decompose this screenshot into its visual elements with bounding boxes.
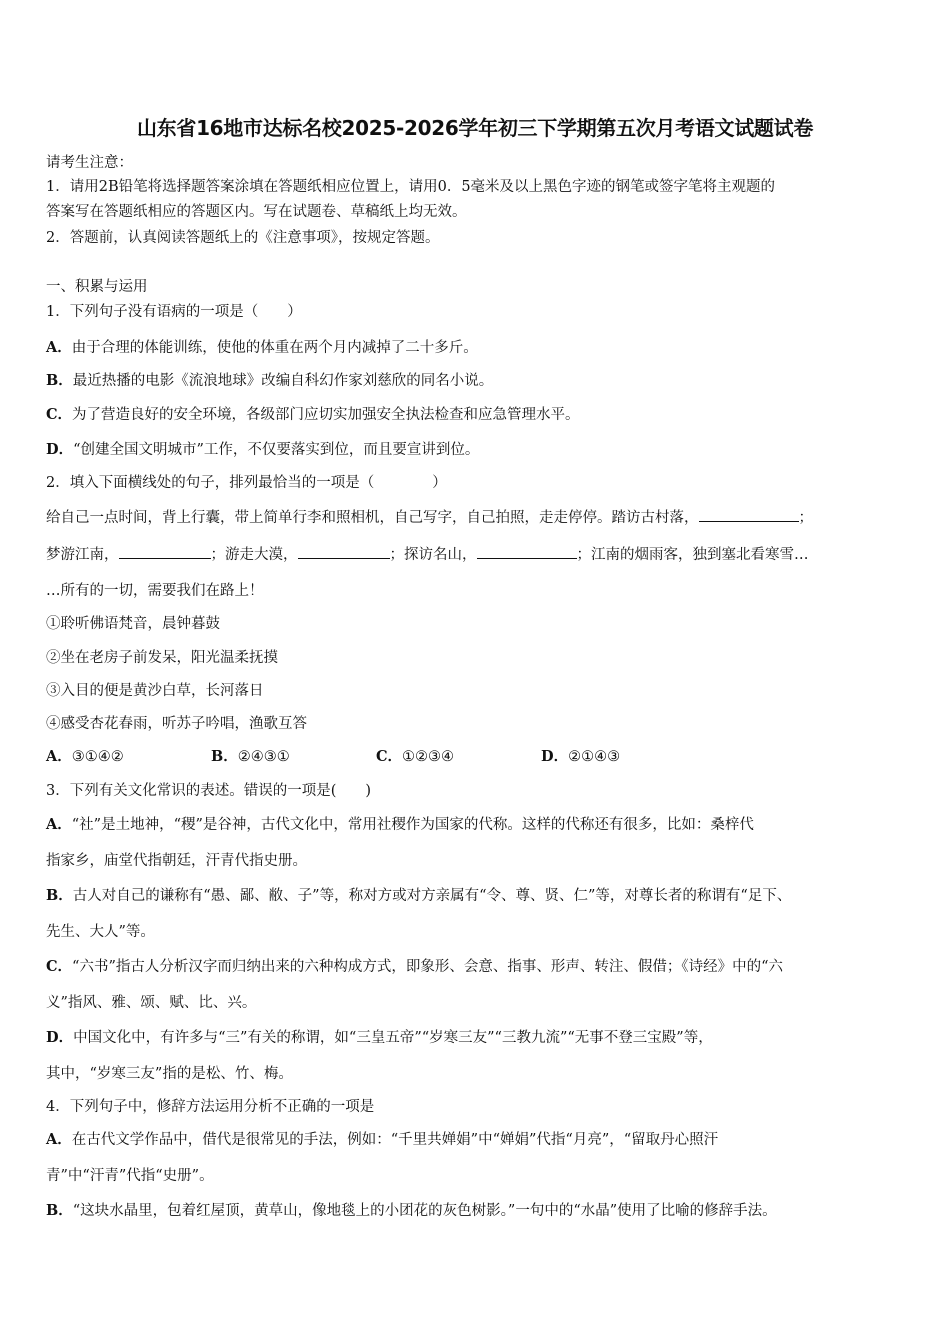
option-label: B． bbox=[46, 887, 73, 904]
option-label: A． bbox=[46, 748, 72, 765]
option-text: 在古代文学作品中，借代是很常见的手法，例如：“千里共婵娟”中“婵娟”代指“月亮”，“留取丹心照汗 bbox=[71, 1132, 719, 1148]
option-text: ③①④② bbox=[71, 749, 124, 765]
question-2-stem: 2．填入下面横线处的句子，排列最恰当的一项是（ ） bbox=[46, 475, 447, 491]
q3-option-a-cont: 指家乡，庙堂代指朝廷，汗青代指史册。 bbox=[46, 853, 307, 869]
q1-option-a[interactable] bbox=[46, 338, 478, 358]
option-label: C． bbox=[376, 748, 403, 765]
option-text: “社”是土地神，“稷”是谷神，古代文化中，常用社稷作为国家的代称。这样的代称还有很多，比如：桑梓代 bbox=[71, 817, 754, 833]
question-1-stem: 1．下列句子没有语病的一项是（ ） bbox=[46, 304, 302, 320]
q3-option-b-cont: 先生、大人”等。 bbox=[46, 924, 155, 940]
page-title: 山东省16地市达标名校2025-2026学年初三下学期第五次月考语文试题试卷 bbox=[136, 116, 814, 140]
q2-choices bbox=[46, 747, 620, 767]
option-text: 为了营造良好的安全环境，各级部门应切实加强安全执法检查和应急管理水平。 bbox=[72, 407, 580, 423]
q1-option-d[interactable] bbox=[46, 440, 479, 460]
passage-text: ；江南的烟雨客，独到塞北看寒雪… bbox=[576, 547, 809, 563]
q2-item: ③入目的便是黄沙白草，长河落日 bbox=[46, 683, 264, 699]
fill-blank[interactable] bbox=[119, 544, 211, 559]
option-text: 最近热播的电影《流浪地球》改编自科幻作家刘慈欣的同名小说。 bbox=[72, 373, 494, 389]
q3-option-c[interactable] bbox=[46, 957, 783, 977]
option-label: C． bbox=[46, 958, 73, 975]
q3-option-d[interactable] bbox=[46, 1028, 713, 1048]
option-label: B． bbox=[46, 372, 73, 389]
q4-option-b[interactable] bbox=[46, 1201, 777, 1221]
q2-item: ①聆听佛语梵音，晨钟暮鼓 bbox=[46, 616, 220, 632]
notice-line: 答案写在答题纸相应的答题区内。写在试题卷、草稿纸上均无效。 bbox=[46, 204, 467, 220]
passage-text: ；探访名山， bbox=[389, 547, 477, 563]
q2-choice-a[interactable] bbox=[46, 747, 211, 767]
option-text: ①②③④ bbox=[402, 749, 455, 765]
q3-option-b[interactable] bbox=[46, 886, 791, 906]
q2-item: ④感受杏花春雨，听苏子吟唱，渔歌互答 bbox=[46, 716, 307, 732]
fill-blank[interactable] bbox=[477, 544, 577, 559]
option-label: A． bbox=[46, 816, 72, 833]
option-label: C． bbox=[46, 406, 73, 423]
q4-option-a-cont: 青”中“汗青”代指“史册”。 bbox=[46, 1168, 214, 1184]
option-text: ②①④③ bbox=[568, 749, 621, 765]
q3-option-c-cont: 义”指风、雅、颂、赋、比、兴。 bbox=[46, 995, 257, 1011]
option-text: 古人对自己的谦称有“愚、鄙、敝、子”等，称对方或对方亲属有“令、尊、贤、仁”等，对尊长者的称谓有“足下、 bbox=[72, 888, 792, 904]
option-label: A． bbox=[46, 339, 72, 356]
notice-line: 1．请用2B铅笔将选择题答案涂填在答题纸相应位置上，请用0．5毫米及以上黑色字迹的钢笔或签字笔将主观题的 bbox=[46, 179, 776, 195]
option-label: B． bbox=[211, 748, 238, 765]
notice-heading: 请考生注意： bbox=[46, 155, 133, 171]
passage-text: 给自己一点时间，背上行囊，带上简单行李和照相机，自己写字，自己拍照，走走停停。踏访古村落， bbox=[46, 510, 699, 526]
q1-option-b[interactable] bbox=[46, 371, 493, 391]
passage-text: ； bbox=[798, 510, 813, 526]
q2-passage-line bbox=[46, 544, 809, 565]
q3-option-a[interactable] bbox=[46, 815, 754, 835]
option-label: D． bbox=[46, 441, 74, 458]
question-4-stem: 4．下列句子中，修辞方法运用分析不正确的一项是 bbox=[46, 1099, 375, 1115]
q4-option-a[interactable] bbox=[46, 1130, 718, 1150]
option-text: 中国文化中，有许多与“三”有关的称谓，如“三皇五帝”“岁寒三友”“三教九流”“无事不登三宝殿”等， bbox=[73, 1030, 713, 1046]
q2-choice-b[interactable] bbox=[211, 747, 376, 767]
notice-line: 2．答题前，认真阅读答题纸上的《注意事项》，按规定答题。 bbox=[46, 230, 440, 246]
option-label: D． bbox=[46, 1029, 74, 1046]
q2-passage-line bbox=[46, 507, 813, 528]
passage-text: ；游走大漠， bbox=[210, 547, 298, 563]
q2-passage-line: …所有的一切，需要我们在路上！ bbox=[46, 583, 264, 599]
passage-text: 梦游江南， bbox=[46, 547, 119, 563]
section-heading: 一、积累与运用 bbox=[46, 279, 148, 295]
option-text: “创建全国文明城市”工作，不仅要落实到位，而且要宣讲到位。 bbox=[73, 442, 480, 458]
question-3-stem: 3．下列有关文化常识的表述。错误的一项是( ) bbox=[46, 783, 372, 799]
q3-option-d-cont: 其中，“岁寒三友”指的是松、竹、梅。 bbox=[46, 1066, 293, 1082]
option-text: “这块水晶里，包着红屋顶，黄草山，像地毯上的小团花的灰色树影。”一句中的“水晶”使用了比喻的修辞手法。 bbox=[72, 1203, 777, 1219]
q1-option-c[interactable] bbox=[46, 405, 580, 425]
q2-item: ②坐在老房子前发呆，阳光温柔抚摸 bbox=[46, 650, 278, 666]
option-label: B． bbox=[46, 1202, 73, 1219]
q2-choice-d[interactable] bbox=[541, 747, 620, 767]
option-label: D． bbox=[541, 748, 569, 765]
fill-blank[interactable] bbox=[298, 544, 390, 559]
option-label: A． bbox=[46, 1131, 72, 1148]
fill-blank[interactable] bbox=[699, 507, 799, 522]
option-text: “六书”指古人分析汉字而归纳出来的六种构成方式，即象形、会意、指事、形声、转注、假借；《诗经》中的“六 bbox=[72, 959, 784, 975]
q2-choice-c[interactable] bbox=[376, 747, 541, 767]
option-text: ②④③① bbox=[237, 749, 290, 765]
option-text: 由于合理的体能训练，使他的体重在两个月内减掉了二十多斤。 bbox=[71, 340, 478, 356]
